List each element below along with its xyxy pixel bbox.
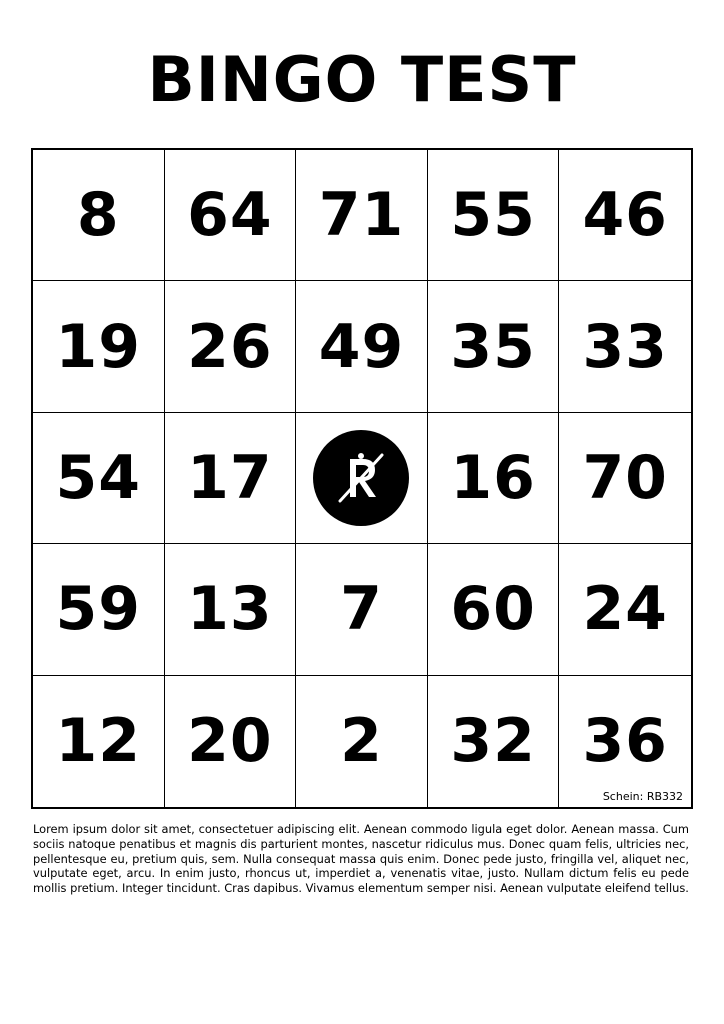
bingo-cell: 19 (33, 281, 165, 412)
bingo-cell: 49 (296, 281, 428, 412)
bingo-cell: 59 (33, 544, 165, 675)
bingo-cell: 32 (428, 676, 560, 807)
bingo-cell: 2 (296, 676, 428, 807)
bingo-cell: 64 (165, 150, 297, 281)
bingo-cell: 16 (428, 413, 560, 544)
bingo-cell-last (559, 676, 691, 807)
body-text: Lorem ipsum dolor sit amet, consectetuer adipiscing elit. Aenean commodo ligula eget dolor. Aenean massa. Cum sociis natoque penatibus et magnis dis parturient montes, nascetur ridiculus mus. Donec quam felis, ultricies nec, pellentesque eu, pretium quis, sem. Nulla consequat massa quis enim. Donec pede justo, fringilla vel, aliquet nec, vulputate eget, arcu. In enim justo, rhoncus ut, imperdiet a, venenatis vitae, justo. Nullam dictum felis eu pede mollis pretium. Integer tincidunt. Cras dapibus. Vivamus elementum semper nisi. Aenean vulputate eleifend tellus. (33, 822, 689, 896)
bingo-cell: 26 (165, 281, 297, 412)
bingo-cell: 13 (165, 544, 297, 675)
bingo-cell: 54 (33, 413, 165, 544)
bingo-cell: 24 (559, 544, 691, 675)
bingo-cell: 12 (33, 676, 165, 807)
bingo-cell: 55 (428, 150, 560, 281)
bingo-cell: 8 (33, 150, 165, 281)
bingo-cell: 71 (296, 150, 428, 281)
bingo-cell: 60 (428, 544, 560, 675)
bingo-cell-number: 36 (582, 706, 668, 777)
r-logo-icon (313, 430, 409, 526)
bingo-cell: 17 (165, 413, 297, 544)
serial-number: Schein: RB332 (602, 789, 683, 803)
bingo-cell: 7 (296, 544, 428, 675)
bingo-cell: 35 (428, 281, 560, 412)
page-title: BINGO TEST (147, 43, 577, 116)
bingo-cell: 20 (165, 676, 297, 807)
bingo-cell: 46 (559, 150, 691, 281)
bingo-grid (31, 148, 693, 809)
bingo-cell: 70 (559, 413, 691, 544)
bingo-cell: 33 (559, 281, 691, 412)
free-space-cell (296, 413, 428, 544)
